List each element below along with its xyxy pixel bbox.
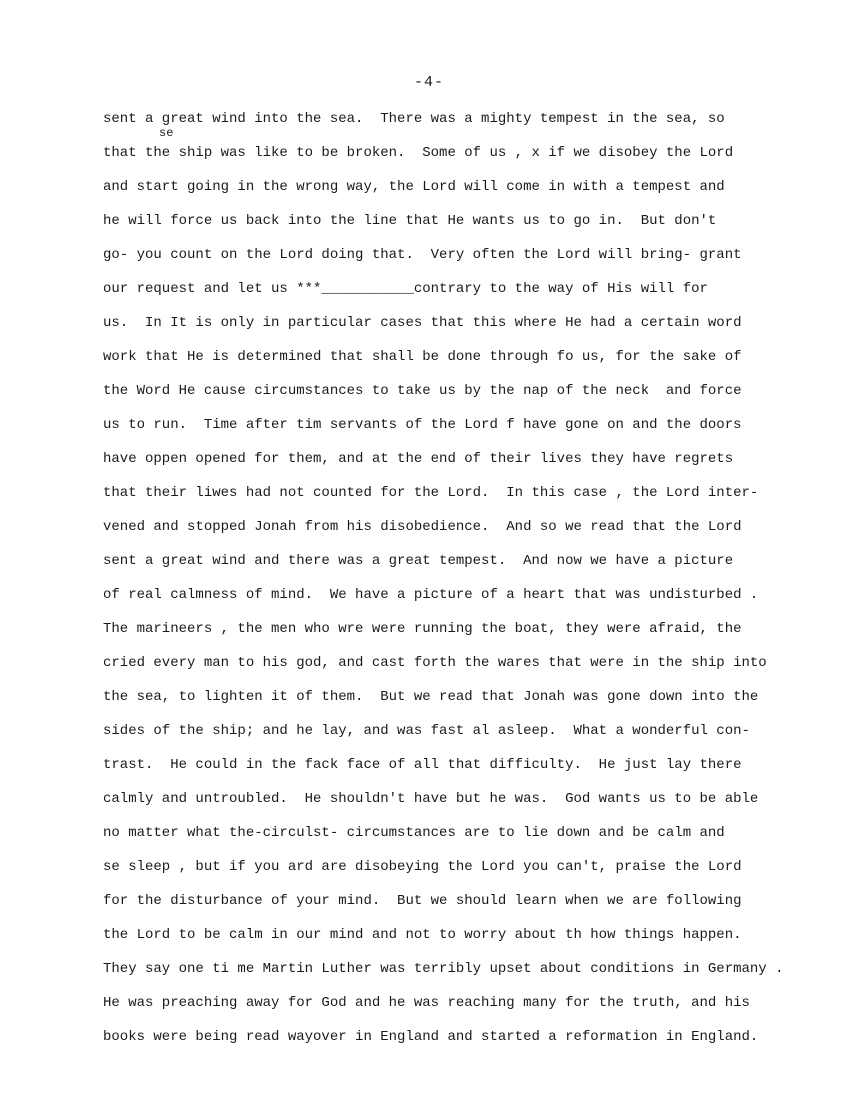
text-line: that the ship was like to be broken. Some of us , x if we disobey the Lord <box>103 145 734 161</box>
text-line: work that He is determined that shall be done through fo us, for the sake of <box>103 349 742 365</box>
page-number: -4- <box>414 74 445 91</box>
text-line: he will force us back into the line that He wants us to go in. But don't <box>103 213 717 229</box>
text-line: and start going in the wrong way, the Lord will come in with a tempest and <box>103 179 725 195</box>
text-line: go- you count on the Lord doing that. Very often the Lord will bring- grant <box>103 247 742 263</box>
text-line: us to run. Time after tim servants of the Lord f have gone on and the doors <box>103 417 742 433</box>
text-line: They say one ti me Martin Luther was terribly upset about conditions in Germany . <box>103 961 784 977</box>
text-line: sent a great wind into the sea. There was a mighty tempest in the sea, so <box>103 111 725 127</box>
text-line: sides of the ship; and he lay, and was fast al asleep. What a wonderful con- <box>103 723 750 739</box>
text-line: us. In It is only in particular cases that this where He had a certain word <box>103 315 742 331</box>
text-line: vened and stopped Jonah from his disobedience. And so we read that the Lord <box>103 519 742 535</box>
text-line: the Word He cause circumstances to take us by the nap of the neck and force <box>103 383 742 399</box>
text-line: sent a great wind and there was a great tempest. And now we have a picture <box>103 553 734 569</box>
text-line: books were being read wayover in England and started a reformation in England. <box>103 1029 759 1045</box>
text-line: se sleep , but if you ard are disobeying the Lord you can't, praise the Lord <box>103 859 742 875</box>
text-line: The marineers , the men who wre were running the boat, they were afraid, the <box>103 621 742 637</box>
text-line: cried every man to his god, and cast forth the wares that were in the ship into <box>103 655 767 671</box>
handwritten-insertion: se <box>159 126 174 140</box>
text-line: our request and let us ***___________contrary to the way of His will for <box>103 281 708 297</box>
text-line: have oppen opened for them, and at the end of their lives they have regrets <box>103 451 734 467</box>
text-line: calmly and untroubled. He shouldn't have but he was. God wants us to be able <box>103 791 759 807</box>
text-line: He was preaching away for God and he was reaching many for the truth, and his <box>103 995 750 1011</box>
text-line: the sea, to lighten it of them. But we read that Jonah was gone down into the <box>103 689 759 705</box>
text-line: that their liwes had not counted for the Lord. In this case , the Lord inter- <box>103 485 759 501</box>
text-line: the Lord to be calm in our mind and not to worry about th how things happen. <box>103 927 742 943</box>
text-line: of real calmness of mind. We have a picture of a heart that was undisturbed . <box>103 587 759 603</box>
text-line: for the disturbance of your mind. But we should learn when we are following <box>103 893 742 909</box>
text-line: trast. He could in the fack face of all that difficulty. He just lay there <box>103 757 742 773</box>
text-line: no matter what the-circulst- circumstances are to lie down and be calm and <box>103 825 725 841</box>
